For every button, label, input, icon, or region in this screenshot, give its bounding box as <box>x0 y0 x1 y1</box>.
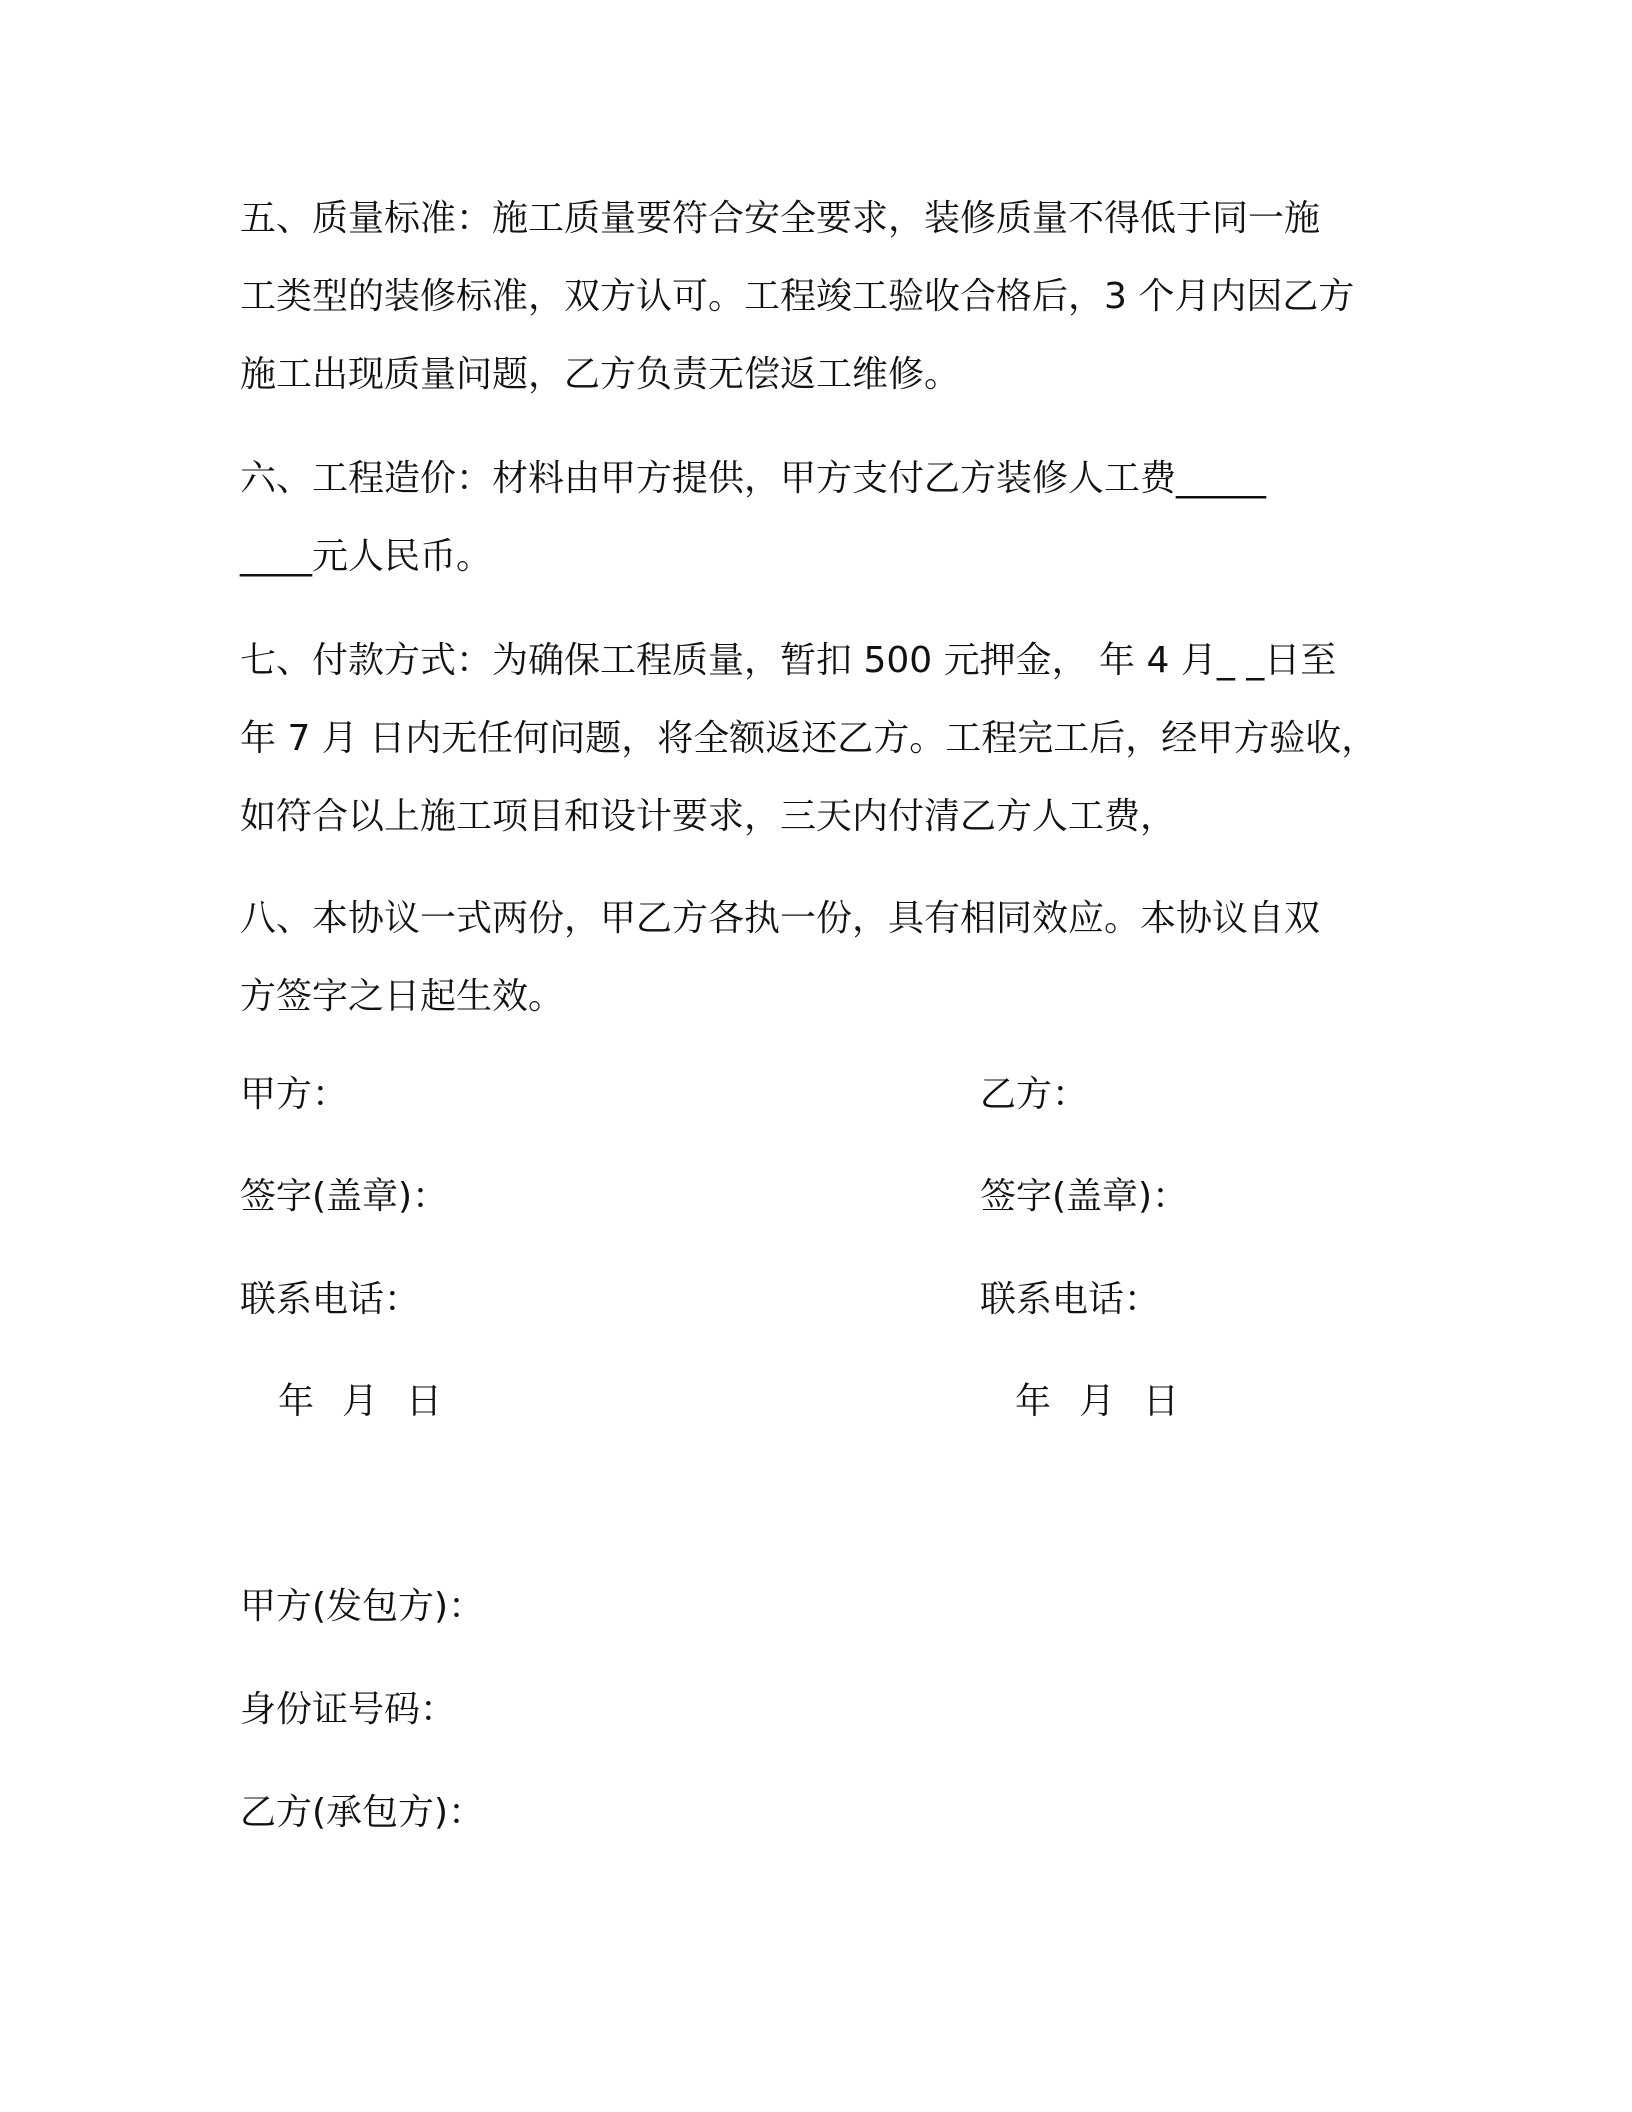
party-a-date <box>278 1377 442 1427</box>
clause-line: 六、工程造价：材料由甲方提供，甲方支付乙方装修人工费_____ <box>240 458 1267 499</box>
id-number-label: 身份证号码： <box>240 1689 457 1730</box>
contractor-label: 乙方(承包方)： <box>240 1792 485 1833</box>
clause-line: 如符合以上施工项目和设计要求，三天内付清乙方人工费， <box>240 796 1177 837</box>
clause-project-cost <box>240 440 1400 596</box>
clause-quality-standard <box>240 180 1400 414</box>
month-label: 月 <box>1079 1381 1116 1422</box>
clause-line: 七、付款方式：为确保工程质量，暂扣 500 元押金， 年 4 月_ _日至 <box>240 640 1337 681</box>
party-a-label: 甲方： <box>240 1074 349 1115</box>
clause-line: 八、本协议一式两份，甲乙方各执一份，具有相同效应。本协议自双 <box>240 898 1321 939</box>
clause-copies-effect <box>240 880 1400 1036</box>
party-b-phone-label: 联系电话： <box>980 1279 1161 1320</box>
clause-line: 五、质量标准：施工质量要符合安全要求，装修质量不得低于同一施 <box>240 198 1321 239</box>
day-label: 日 <box>406 1381 443 1422</box>
year-label: 年 <box>278 1381 315 1422</box>
clause-line: 年 7 月 日内无任何问题，将全额返还乙方。工程完工后，经甲方验收， <box>240 718 1378 759</box>
day-label: 日 <box>1143 1381 1180 1422</box>
clause-line: ____元人民币。 <box>240 536 493 577</box>
employer-label: 甲方(发包方)： <box>240 1586 485 1627</box>
month-label: 月 <box>342 1381 379 1422</box>
party-b-date <box>1015 1377 1179 1427</box>
party-a-phone-label: 联系电话： <box>240 1279 421 1320</box>
party-b-label: 乙方： <box>980 1074 1089 1115</box>
year-label: 年 <box>1015 1381 1052 1422</box>
clause-line: 工类型的装修标准，双方认可。工程竣工验收合格后，3 个月内因乙方 <box>240 276 1355 317</box>
party-a-sign-label: 签字(盖章)： <box>240 1176 449 1217</box>
clause-line: 施工出现质量问题，乙方负责无偿返工维修。 <box>240 354 961 395</box>
clause-line: 方签字之日起生效。 <box>240 976 565 1017</box>
party-b-sign-label: 签字(盖章)： <box>980 1176 1189 1217</box>
clause-payment-method <box>240 622 1400 856</box>
